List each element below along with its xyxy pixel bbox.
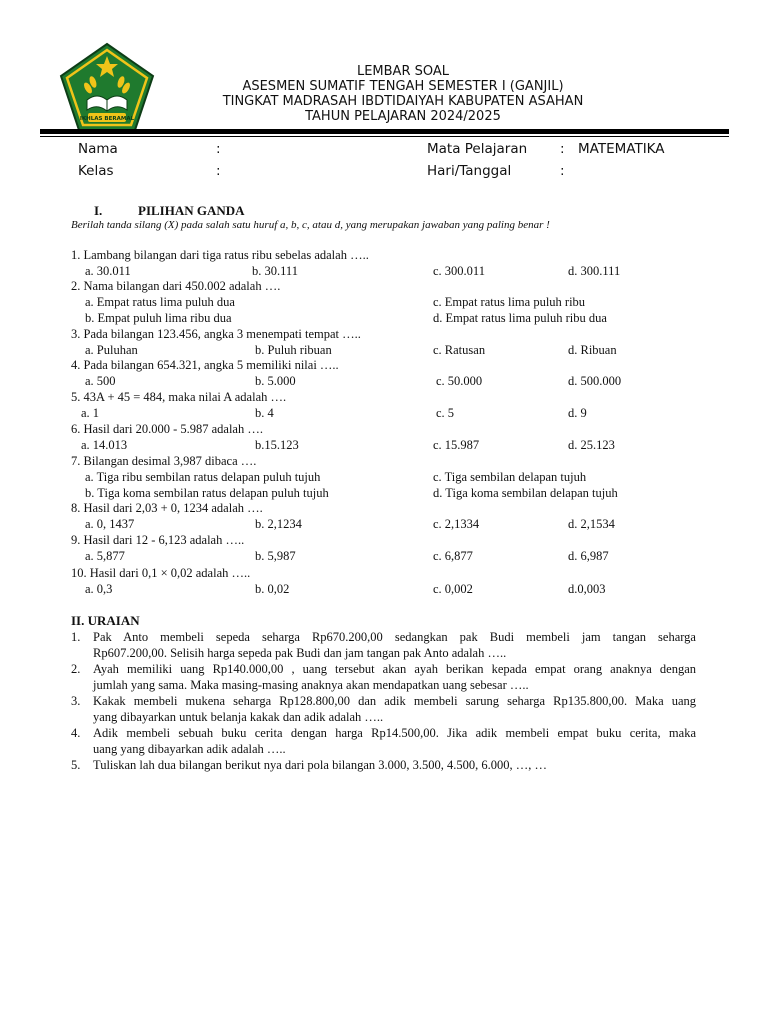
- option-d: d.0,003: [568, 582, 606, 596]
- option-d: d. 6,987: [568, 549, 609, 563]
- section1-number: I.: [94, 203, 103, 218]
- option-a: a. 500: [85, 374, 116, 388]
- essay-number: 5.: [71, 758, 81, 772]
- option-c: c. Tiga sembilan delapan tujuh: [433, 470, 587, 484]
- option-b: b. Tiga koma sembilan ratus delapan puluh tujuh: [85, 486, 329, 500]
- option-b: b. 4: [255, 406, 274, 420]
- option-c: c. 2,1334: [433, 517, 480, 531]
- option-c: c. Ratusan: [433, 343, 486, 357]
- kelas-label: Kelas: [78, 163, 114, 179]
- question-text: 5. 43A + 45 = 484, maka nilai A adalah ….: [71, 390, 287, 404]
- section2-heading: II. URAIAN: [71, 613, 140, 628]
- option-d: d. Tiga koma sembilan delapan tujuh: [433, 486, 618, 500]
- header-divider-thick: [40, 129, 729, 134]
- option-a: a. Puluhan: [85, 343, 138, 357]
- option-b: b. 5,987: [255, 549, 296, 563]
- question-text: 9. Hasil dari 12 - 6,123 adalah …..: [71, 533, 245, 547]
- header-year: TAHUN PELAJARAN 2024/2025: [305, 109, 501, 124]
- essay-number: 1.: [71, 630, 81, 644]
- essay-line-2: yang dibayarkan untuk belanja kakak dan adik adalah …..: [93, 710, 384, 724]
- option-c: c. Empat ratus lima puluh ribu: [433, 295, 586, 309]
- essay-number: 4.: [71, 726, 81, 740]
- hari-label: Hari/Tanggal: [427, 163, 512, 179]
- logo-caption: IKHLAS BERAMAL: [79, 116, 135, 122]
- header-level: TINGKAT MADRASAH IBDTIDAIYAH KABUPATEN ASAHAN: [222, 94, 584, 109]
- question-text: 8. Hasil dari 2,03 + 0, 1234 adalah ….: [71, 501, 263, 515]
- option-b: b. 0,02: [255, 582, 290, 596]
- header-divider-thin: [40, 136, 729, 137]
- option-d: d. Empat ratus lima puluh ribu dua: [433, 311, 607, 325]
- option-a: a. Empat ratus lima puluh dua: [85, 295, 235, 309]
- option-b: b.15.123: [255, 438, 299, 452]
- question-text: 6. Hasil dari 20.000 - 5.987 adalah ….: [71, 422, 263, 436]
- option-a: a. 14.013: [81, 438, 128, 452]
- essay-line-1: Ayah memiliki uang Rp140.000,00 , uang tersebut akan ayah berikan kepada empat orang anaknya dengan: [93, 662, 696, 676]
- option-d: d. 300.111: [568, 264, 621, 278]
- option-b: b. 30.111: [252, 264, 298, 278]
- option-b: b. Puluh ribuan: [255, 343, 332, 357]
- essay-line-1: Kakak membeli mukena seharga Rp128.800,00 dan adik membeli sarung seharga Rp135.800,00. Maka uang: [93, 694, 696, 708]
- option-a: a. Tiga ribu sembilan ratus delapan puluh tujuh: [85, 470, 321, 484]
- option-c: c. 0,002: [433, 582, 473, 596]
- option-a: a. 0,3: [85, 582, 113, 596]
- option-a: a. 1: [81, 406, 100, 420]
- option-a: a. 0, 1437: [85, 517, 135, 531]
- essay-line-1: Tuliskan lah dua bilangan berikut nya dari pola bilangan 3.000, 3.500, 4.500, 6.000, …, …: [93, 758, 547, 772]
- hari-colon: :: [560, 163, 565, 179]
- option-c: c. 5: [436, 406, 455, 420]
- option-b: b. 2,1234: [255, 517, 302, 531]
- nama-label: Nama: [78, 141, 118, 157]
- section1-title: PILIHAN GANDA: [138, 203, 245, 218]
- header-exam-name: ASESMEN SUMATIF TENGAH SEMESTER I (GANJIL): [242, 79, 564, 94]
- document-header: [150, 64, 656, 124]
- question-text: 2. Nama bilangan dari 450.002 adalah ….: [71, 279, 281, 293]
- section1-heading: [94, 203, 245, 219]
- kelas-colon: :: [216, 163, 221, 179]
- mapel-label: Mata Pelajaran: [427, 141, 528, 157]
- essay-line-1: Pak Anto membeli sepeda seharga Rp670.200,00 sedangkan pak Budi membeli jam tangan seharga: [93, 630, 696, 644]
- option-d: d. 500.000: [568, 374, 622, 388]
- header-title: LEMBAR SOAL: [356, 64, 450, 79]
- section1-instruction: Berilah tanda silang (X) pada salah satu huruf a, b, c, atau d, yang merupakan jawaban yang paling benar !: [71, 219, 550, 231]
- option-d: d. Ribuan: [568, 343, 617, 357]
- mapel-value: MATEMATIKA: [578, 141, 665, 157]
- essay-line-1: Adik membeli sebuah buku cerita dengan harga Rp14.500,00. Jika adik membeli empat buku cerita, maka: [93, 726, 696, 740]
- essay-number: 3.: [71, 694, 81, 708]
- option-c: c. 6,877: [433, 549, 473, 563]
- question-text: 7. Bilangan desimal 3,987 dibaca ….: [71, 454, 257, 468]
- option-a: a. 30.011: [85, 264, 131, 278]
- option-d: d. 2,1534: [568, 517, 615, 531]
- question-text: 4. Pada bilangan 654.321, angka 5 memiliki nilai …..: [71, 358, 339, 372]
- option-c: c. 15.987: [433, 438, 480, 452]
- option-b: b. 5.000: [255, 374, 296, 388]
- option-c: c. 300.011: [433, 264, 485, 278]
- question-text: 10. Hasil dari 0,1 × 0,02 adalah …..: [71, 566, 251, 580]
- option-b: b. Empat puluh lima ribu dua: [85, 311, 232, 325]
- essay-number: 2.: [71, 662, 81, 676]
- question-text: 3. Pada bilangan 123.456, angka 3 menempati tempat …..: [71, 327, 361, 341]
- mapel-colon: :: [560, 141, 565, 157]
- option-d: d. 9: [568, 406, 587, 420]
- essay-line-2: jumlah yang sama. Maka masing-masing anaknya akan mendapatkan uang sebesar …..: [93, 678, 529, 692]
- option-a: a. 5,877: [85, 549, 125, 563]
- madrasah-logo: [58, 42, 156, 132]
- essay-line-2: uang yang dibayarkan adik adalah …..: [93, 742, 286, 756]
- question-text: 1. Lambang bilangan dari tiga ratus ribu sebelas adalah …..: [71, 248, 369, 262]
- option-d: d. 25.123: [568, 438, 615, 452]
- nama-colon: :: [216, 141, 221, 157]
- option-c: c. 50.000: [436, 374, 483, 388]
- essay-line-2: Rp607.200,00. Selisih harga sepeda pak Budi dan jam tangan pak Anto adalah …..: [93, 646, 507, 660]
